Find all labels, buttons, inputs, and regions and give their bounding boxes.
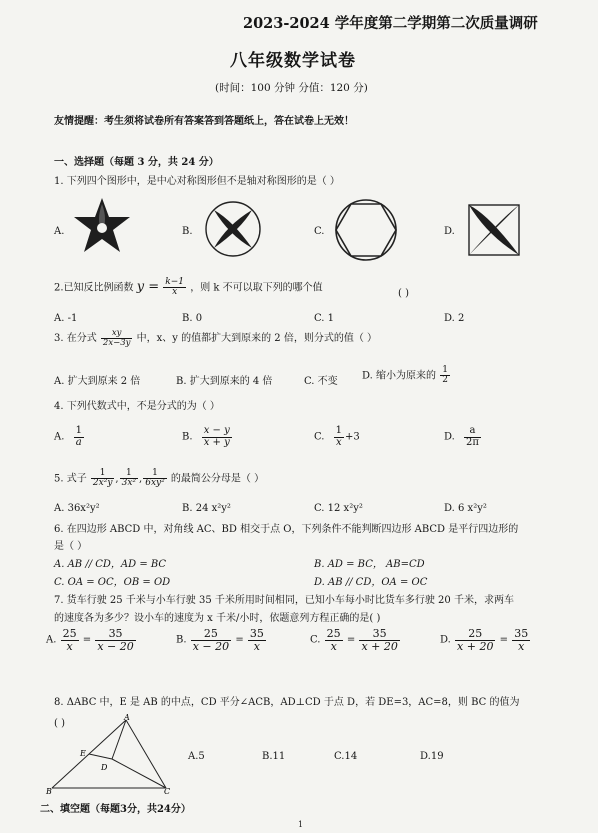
q7-a-left xyxy=(61,628,79,652)
q7-c-eq: = xyxy=(346,634,356,646)
exam-subtitle: 八年级数学试卷 xyxy=(230,51,356,71)
notice-text: 友情提醒：考生须将试卷所有答案答到答题纸上，答在试卷上无效！ xyxy=(54,116,354,127)
q4-option-d xyxy=(444,426,482,448)
q4-d-fraction xyxy=(464,426,481,448)
q8-stem-line2: ( ) xyxy=(54,718,65,729)
star-figure-icon xyxy=(68,194,136,262)
q4-stem: 4. 下列代数式中，不是分式的为（ ） xyxy=(54,401,220,412)
q7-option-d xyxy=(440,628,531,652)
q5-fraction-2 xyxy=(120,469,138,489)
q5-option-c: C. 12 x²y² xyxy=(314,503,363,514)
q5-option-a: A. 36x²y² xyxy=(54,503,100,514)
q7-c-r-num: 35 xyxy=(359,628,399,641)
q7-option-b xyxy=(176,628,267,652)
q2-frac-num: k−1 xyxy=(165,277,185,287)
q5-f1-den: 2x²y xyxy=(92,478,113,489)
q6-stem-line2: 是（ ） xyxy=(54,541,88,552)
q7-d-eq: = xyxy=(499,634,509,646)
q5-fraction-1 xyxy=(91,469,115,489)
q5-option-d: D. 6 x²y² xyxy=(444,503,487,514)
q3-stem-b: 中，x、y 的值都扩大到原来的 2 倍，则分式的值（ ） xyxy=(136,333,378,344)
q7-c-l-den: x xyxy=(330,639,337,653)
q7-label-b: B. xyxy=(176,634,187,646)
q7-option-c xyxy=(310,628,401,652)
q3-stem xyxy=(54,329,377,348)
q7-a-eq: = xyxy=(82,634,92,646)
q7-d-l-den: x + 20 xyxy=(457,639,494,653)
q3-half-den: 2 xyxy=(442,375,448,386)
q7-c-r-den: x + 20 xyxy=(361,639,398,653)
q4-a-fraction xyxy=(74,426,84,448)
q3-frac-num: xy xyxy=(101,329,133,339)
q7-stem-line2: 的速度各为多少？设小车的速度为 x 千米/小时，依题意列方程正确的是( ) xyxy=(54,613,381,624)
q7-c-right xyxy=(359,628,399,652)
q7-d-left xyxy=(455,628,495,652)
q7-b-right xyxy=(248,628,266,652)
q2-option-c: C. 1 xyxy=(314,313,335,324)
q7-b-l-den: x − 20 xyxy=(192,639,230,653)
q5-stem: 5. 式子 $\frac{1}{\text{2x²y}}$ , $\frac{1}{\text{3x²}}$ , $\frac{1}{\text{6xy²}}$ 的最简公分母是（ ） xyxy=(54,468,265,489)
q8-label-c: C xyxy=(164,787,171,794)
q4-label-d: D. xyxy=(444,431,455,443)
q2-fraction xyxy=(163,278,186,298)
q2-option-d: D. 2 xyxy=(444,313,465,324)
q7-b-eq: = xyxy=(235,634,244,646)
q4-option-a xyxy=(54,426,85,448)
q3-option-d-text: D. 缩小为原来的 xyxy=(362,370,437,382)
circle-leaves-figure-icon xyxy=(203,199,263,259)
q8-option-d: D.19 xyxy=(420,751,444,762)
q2-stem-a: 2.已知反比例函数 xyxy=(54,282,134,294)
q4-d-den: 2π xyxy=(466,436,479,448)
q6-option-d: D. AB // CD，OA = OC xyxy=(314,577,428,588)
q7-c-l-num: 25 xyxy=(326,627,341,640)
q7-label-d: D. xyxy=(440,634,451,646)
q1-option-d: D. xyxy=(444,226,455,237)
time-score-line: (时间：100 分钟 分值：120 分) xyxy=(215,82,368,94)
q4-c-den: x xyxy=(336,436,342,448)
q8-label-e: E xyxy=(80,749,86,758)
q7-option-a xyxy=(46,628,137,652)
q6-option-c: C. OA = OC，OB = OD xyxy=(54,577,171,588)
q4-c-fraction xyxy=(334,426,344,448)
q2-option-a: A. -1 xyxy=(54,313,78,324)
q3-half-num: 1 xyxy=(442,365,448,375)
q3-half-fraction xyxy=(440,366,450,386)
q6-option-a: A. AB // CD，AD = BC xyxy=(54,559,167,570)
q7-label-a: A. xyxy=(46,634,57,646)
q7-b-r-den: x xyxy=(253,639,261,653)
q5-stem-b: 的最简公分母是（ ） xyxy=(170,473,265,485)
q5-f2-num: 1 xyxy=(120,469,138,479)
q2-y-equals: y = xyxy=(136,279,160,295)
q7-b-left xyxy=(191,628,231,652)
q4-option-b xyxy=(182,426,233,448)
q7-a-r-num: 35 xyxy=(95,628,135,641)
q3-option-a: A. 扩大到原来 2 倍 xyxy=(54,376,141,387)
q1-option-b: B. xyxy=(182,226,193,237)
q2-answer-paren: ( ) xyxy=(398,288,409,299)
section1-title: 一、选择题（每题 3 分，共 24 分） xyxy=(54,157,219,168)
q7-a-r-den: x − 20 xyxy=(97,639,134,653)
q5-f3-den: 6xy² xyxy=(145,478,165,489)
q4-b-den: x + y xyxy=(203,436,230,448)
q4-a-num: 1 xyxy=(75,425,82,436)
q5-option-b: B. 24 x²y² xyxy=(182,503,231,514)
q5-f2-den: 3x² xyxy=(121,478,137,489)
q1-stem: 1. 下列四个图形中，是中心对称图形但不是轴对称图形的是（ ） xyxy=(54,176,340,187)
q2-stem xyxy=(54,278,323,298)
q7-a-l-num: 25 xyxy=(62,627,77,640)
q3-stem-a: 3. 在分式 xyxy=(54,333,97,344)
exam-header-title: 2023-2024 学年度第二学期第二次质量调研 xyxy=(243,15,538,32)
q8-label-a: A xyxy=(124,713,130,722)
q7-b-r-num: 35 xyxy=(249,627,264,640)
q3-frac-den: 2x−3y xyxy=(102,338,131,348)
q8-option-a: A.5 xyxy=(188,751,205,762)
q4-option-c xyxy=(314,426,360,448)
q5-fraction-3 xyxy=(143,469,167,489)
q8-label-b: B xyxy=(46,787,52,794)
q3-fraction xyxy=(101,329,133,348)
q4-b-fraction xyxy=(202,426,232,448)
q6-stem-line1: 6. 在四边形 ABCD 中，对角线 AC、BD 相交于点 O，下列条件不能判断四边形 ABCD 是平行四边形的 xyxy=(54,524,519,535)
q3-option-c: C. 不变 xyxy=(304,376,338,387)
section2-title: 二、填空题（每题3分，共24分） xyxy=(40,804,191,815)
q7-d-r-num: 35 xyxy=(514,627,529,640)
q7-a-right xyxy=(95,628,135,652)
q3-option-b: B. 扩大到原来的 4 倍 xyxy=(176,376,273,387)
q1-option-c: C. xyxy=(314,226,325,237)
q7-label-c: C. xyxy=(310,634,321,646)
q8-label-d: D xyxy=(101,763,108,772)
q4-a-den: a xyxy=(75,436,82,448)
q2-frac-den: x xyxy=(172,287,178,298)
q4-label-c: C. xyxy=(314,431,325,443)
q3-option-d xyxy=(362,366,451,386)
q8-stem-line1: 8. ΔABC 中，E 是 AB 的中点，CD 平分∠ACB，AD⊥CD 于点 D，若 DE=3，AC=8，则 BC 的值为 xyxy=(54,697,520,708)
q5-stem-a: 5. 式子 xyxy=(54,473,87,485)
q5-f3-num: 1 xyxy=(143,469,167,479)
q4-label-b: B. xyxy=(182,431,193,443)
q2-option-b: B. 0 xyxy=(182,313,203,324)
q4-c-num: 1 xyxy=(335,425,343,436)
page-number: 1 xyxy=(298,820,304,829)
q4-d-num: a xyxy=(464,426,481,438)
square-leaves-figure-icon xyxy=(467,203,521,257)
q7-a-l-den: x xyxy=(66,639,73,653)
q2-stem-b: ，则 k 不可以取下列的哪个值 xyxy=(190,282,323,294)
q4-c-tail: +3 xyxy=(345,431,360,443)
q8-option-b: B.11 xyxy=(262,751,286,762)
q7-b-l-num: 25 xyxy=(191,628,231,641)
q7-stem-line1: 7. 货车行驶 25 千米与小车行驶 35 千米所用时间相同，已知小车每小时比货车多行驶 20 千米，求两车 xyxy=(54,595,514,606)
q8-option-c: C.14 xyxy=(334,751,358,762)
q5-f1-num: 1 xyxy=(91,469,115,479)
q4-b-num: x − y xyxy=(203,425,230,436)
q6-option-b: B. AD = BC， AB=CD xyxy=(314,559,425,570)
q8-triangle-figure xyxy=(44,712,174,794)
q7-d-r-den: x xyxy=(518,639,525,653)
q7-d-right xyxy=(512,628,530,652)
q7-d-l-num: 25 xyxy=(455,628,495,641)
q7-c-left xyxy=(325,628,343,652)
hexagon-circle-figure-icon xyxy=(332,196,400,264)
q1-option-a: A. xyxy=(54,226,65,237)
q4-label-a: A. xyxy=(54,431,65,443)
